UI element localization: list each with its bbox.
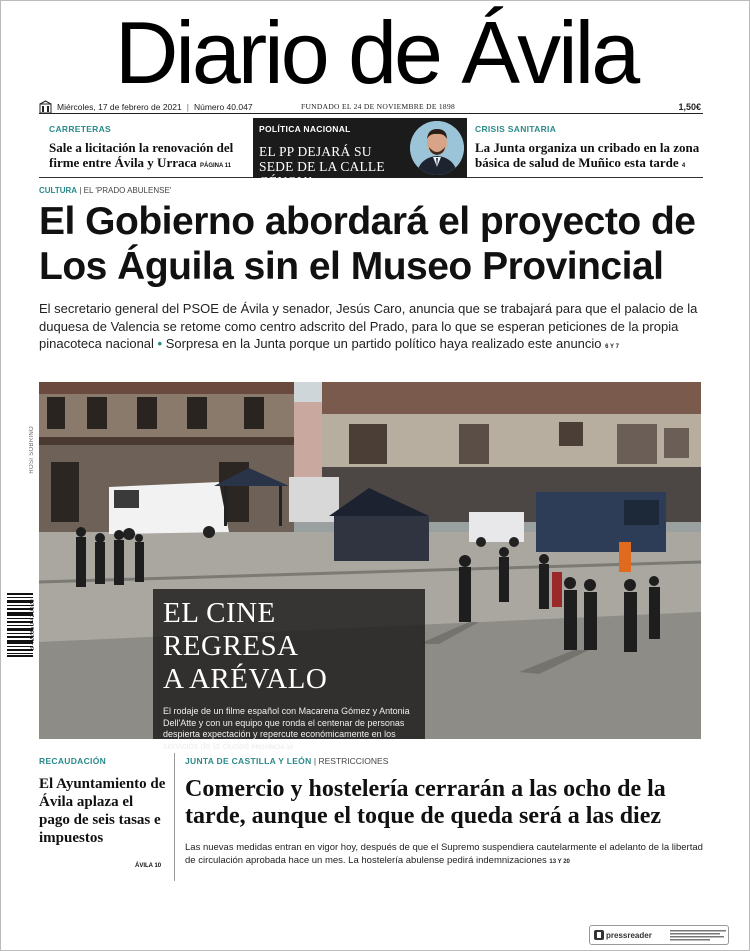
- page-ref: ÁVILA 10: [135, 863, 162, 869]
- main-headline[interactable]: El Gobierno abordará el proyecto de Los Águila sin el Museo Provincial: [39, 200, 696, 288]
- page-ref: 24: [315, 182, 323, 188]
- main-kicker: [39, 186, 171, 195]
- founded-date: FUNDADO EL 24 DE NOVIEMBRE DE 1898: [301, 102, 456, 111]
- subsection-label: EL 'PRADO ABULENSE': [83, 186, 172, 195]
- photo-headline: EL CINE REGRESA A ARÉVALO: [163, 597, 328, 695]
- bottom-left-tag: RECAUDACIÓN: [39, 756, 107, 766]
- teaser-politica-nacional[interactable]: [253, 118, 467, 189]
- teaser-tag: CRISIS SANITARIA: [475, 124, 557, 134]
- teaser-strip: [39, 118, 703, 189]
- teaser-text: Sale a licitación la renovación del firme entre Ávila y Urraca PÁGINA 11: [49, 140, 234, 170]
- politician-portrait: [410, 121, 464, 175]
- teaser-carreteras[interactable]: [49, 118, 254, 174]
- section-label: CULTURA: [39, 186, 78, 195]
- issue-date: Miércoles, 17 de febrero de 2021: [57, 101, 182, 112]
- section-label: JUNTA DE CASTILLA Y LEÓN: [185, 756, 312, 766]
- bottom-right-kicker: [185, 756, 388, 766]
- page-ref: 6 Y 7: [605, 344, 619, 350]
- kicker-separator: |: [79, 186, 84, 195]
- bullet: •: [157, 336, 163, 351]
- masthead-title: Diario de Ávila: [114, 3, 638, 102]
- teaser-text: La Junta organiza un cribado en la zona básica de salud de Muñico esta tarde 4: [475, 140, 700, 170]
- teaser-text: EL PP DEJARÁ SU SEDE DE LA CALLE GÉNOVA24: [259, 144, 385, 189]
- fine-print: [670, 929, 726, 942]
- column-divider: [174, 753, 175, 881]
- bottom-right-headline[interactable]: Comercio y hostelería cerrarán a las ocho de la tarde, aunque el toque de queda será a las diez: [185, 776, 666, 829]
- subsection-label: RESTRICCIONES: [318, 756, 389, 766]
- dateline: [39, 100, 703, 114]
- photo-caption-box[interactable]: [153, 589, 425, 751]
- bottom-left-headline[interactable]: El Ayuntamiento de Ávila aplaza el pago de seis tasas e impuestos: [39, 776, 166, 846]
- page-ref: 4: [681, 163, 686, 169]
- barcode-number: 8 422850 420029: [30, 599, 36, 651]
- teaser-crisis-sanitaria[interactable]: [475, 118, 703, 174]
- teaser-tag: CARRETERAS: [49, 124, 112, 134]
- pressreader-icon: [594, 930, 604, 940]
- issue-number: Número 40.047: [193, 101, 253, 112]
- main-deck: El secretario general del PSOE de Ávila y senador, Jesús Caro, anuncia que se trabajará para que el palacio de la duquesa de Valencia se retome como centro adscrito del Prado, para lo que se esperan peticiones de la propia pinacoteca nacional • Sorpresa en la Junta porque un partido político haya realizado este anuncio 6 Y 7: [39, 301, 698, 351]
- bottom-right-deck: Las nuevas medidas entran en vigor hoy, después de que el Supremo suspendiera cautelarmente el adelanto de la libertad de circulación aprobada hace un mes. La hostelería abulense pedirá indemnizaciones 13 Y 20: [185, 842, 703, 866]
- page-ref: PROVINCIA 16: [251, 744, 294, 751]
- pressreader-badge[interactable]: [589, 925, 729, 945]
- page-ref: PÁGINA 11: [200, 163, 232, 169]
- kicker-separator: |: [313, 756, 319, 766]
- building-icon: [39, 100, 52, 113]
- photo-caption-text: El rodaje de un filme español con Macarena Gómez y Antonia Dell'Atte y con un equipo que ronda el centenar de personas despierta expectación y repercute económicamente en los servicios de la ciudad PROVINCIA 16: [163, 706, 410, 751]
- price: 1,50€: [678, 101, 701, 112]
- photo-credit: ROSI SOBRINO: [29, 426, 35, 474]
- teaser-tag: POLÍTICA NACIONAL: [259, 124, 351, 134]
- pressreader-logo: pressreader: [606, 930, 652, 940]
- dateline-separator: |: [186, 101, 189, 112]
- page-ref: 13 Y 20: [549, 859, 570, 865]
